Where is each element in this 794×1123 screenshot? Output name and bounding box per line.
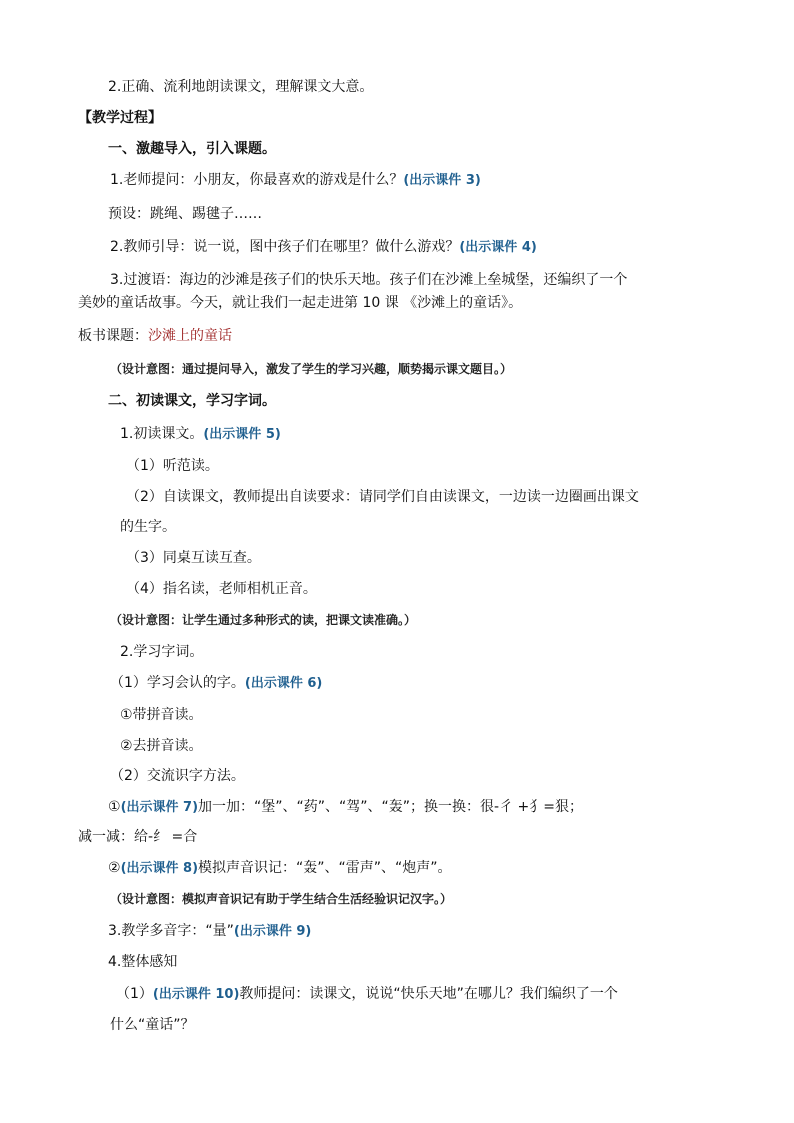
polyphone-step: [108, 924, 311, 938]
item-number: （1）: [116, 986, 153, 1002]
method-line-2: [108, 861, 452, 875]
overall-perception-step: 4.整体感知: [108, 954, 178, 970]
paragraph-text: 加一加：“堡”、“药”、“驾”、“轰”；换一换：很-彳 +犭=狠；: [198, 799, 584, 815]
paragraph-text: （1）学习会认的字。: [110, 675, 245, 691]
board-label: 板书课题：: [78, 328, 148, 344]
word-study-sub-2: ②去拼音读。: [120, 738, 203, 754]
paragraph-text: 1.初读课文。: [120, 426, 204, 442]
board-title: 沙滩上的童话: [148, 328, 232, 344]
reading-item-2: （2）自读课文，教师提出自读要求：请同学们自由读课文，一边读一边圈画出课文: [126, 489, 639, 505]
courseware-tag: (出示课件 9): [233, 924, 312, 939]
paragraph-text: 3.教学多音字：“量”: [108, 923, 234, 939]
design-intent-1: （设计意图：通过提问导入，激发了学生的学习兴趣，顺势揭示课文题目。）: [110, 362, 513, 376]
courseware-tag: (出示课件 5): [203, 427, 281, 442]
courseware-tag: (出示课件 8): [120, 861, 199, 876]
paragraph-text: 2.教师引导：说一说，图中孩子们在哪里？做什么游戏？: [110, 239, 460, 255]
design-intent-3: （设计意图：模拟声音识记有助于学生结合生活经验识记汉字。）: [110, 892, 453, 906]
courseware-tag: (出示课件 6): [244, 676, 323, 691]
paragraph-text: 1.老师提问：小朋友，你最喜欢的游戏是什么？: [110, 172, 404, 188]
word-study-item-2: （2）交流识字方法。: [110, 768, 245, 784]
word-study-item-1: [110, 676, 322, 690]
reading-item-3: （3）同桌互读互查。: [126, 550, 261, 566]
design-intent-2: （设计意图：让学生通过多种形式的读，把课文读准确。）: [110, 613, 417, 627]
reading-item-2-cont: 的生字。: [120, 519, 176, 535]
reading-item-4: （4）指名读，老师相机正音。: [126, 581, 317, 597]
paragraph-guide: [110, 240, 537, 254]
courseware-tag: (出示课件 7): [120, 800, 199, 815]
paragraph-question: [110, 173, 481, 187]
section-title-2: 二、初读课文，学习字词。: [108, 393, 276, 409]
reading-item-1: （1）听范读。: [126, 458, 219, 474]
courseware-tag: (出示课件 3): [403, 173, 481, 188]
perception-item-1-cont: 什么“童话”？: [110, 1017, 195, 1033]
method-line-1: [108, 800, 583, 814]
section-heading-process: 【教学过程】: [78, 110, 162, 126]
courseware-tag: (出示课件 4): [459, 240, 537, 255]
section-title-1: 一、激趣导入，引入课题。: [108, 141, 276, 157]
paragraph-text: 教师提问：读课文，说说“快乐天地”在哪儿？我们编织了一个: [239, 986, 618, 1002]
reading-step: [120, 427, 281, 441]
method-line-1-cont: 减一减：给-纟 =合: [78, 829, 198, 845]
word-study-step: 2.学习字词。: [120, 644, 204, 660]
objective-line: 2.正确、流利地朗读课文，理解课文大意。: [108, 79, 374, 95]
courseware-tag: (出示课件 10): [152, 987, 240, 1002]
paragraph-text: 模拟声音识记：“轰”、“雷声”、“炮声”。: [198, 860, 452, 876]
word-study-sub-1: ①带拼音读。: [120, 707, 203, 723]
paragraph-transition-cont: 美妙的童话故事。今天，就让我们一起走进第 10 课 《沙滩上的童话》。: [78, 295, 523, 311]
board-title-line: [78, 329, 232, 343]
paragraph-transition: 3.过渡语：海边的沙滩是孩子们的快乐天地。孩子们在沙滩上垒城堡，还编织了一个: [110, 272, 628, 288]
circled-marker: ②: [108, 860, 121, 876]
perception-item-1: [116, 987, 618, 1001]
circled-marker: ①: [108, 799, 121, 815]
paragraph-preset: 预设：跳绳、踢毽子……: [108, 206, 262, 222]
